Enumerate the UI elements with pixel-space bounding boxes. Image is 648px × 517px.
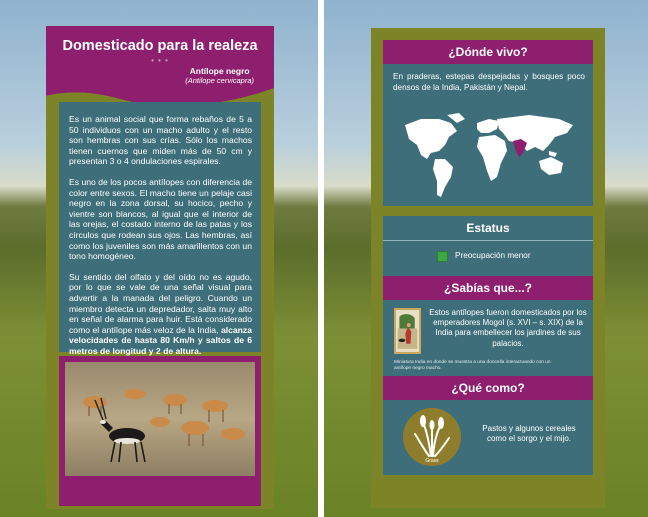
paragraph-social: Es un animal social que forma rebaños de 5 a 50 individuos con un macho adulto y el resto son hembras con sus crías. Sólo los machos tienen cuernos que miden más de 50 cm y presentan 3 o 4 ondulaciones espirales.	[69, 114, 252, 167]
world-map	[399, 111, 577, 201]
grass-icon	[403, 408, 461, 466]
range-highlight	[513, 139, 527, 157]
image-caption: Miniatura India en donde se muestra a una doncella interactuando con un antílope negro macho.	[394, 360, 551, 371]
did-you-know-card	[383, 300, 593, 376]
mughal-miniature-image	[394, 308, 421, 354]
page-gutter	[318, 0, 324, 517]
europe-shape	[477, 119, 499, 133]
paragraph-color: Es uno de los pocos antílopes con diferencia de color entre sexos. El macho tiene un pelaje casi negro en la zona dorsal, su hocico, pecho y vientre son blancos, al igual que el interior de las orejas, el costado interno de las patas y los círculos que rodean sus ojos. Las hembras, así como los juveniles son más amarillentos con un tono homogéneo.	[69, 176, 252, 262]
status-card	[383, 241, 593, 277]
grass-icon-label: Grass	[425, 458, 439, 464]
indonesia-shape	[549, 151, 557, 157]
africa-shape	[477, 135, 507, 181]
north-america-shape	[405, 119, 457, 159]
species-latin: (Antilope cervicapra)	[185, 76, 254, 85]
blackbuck-herd-photo	[65, 362, 255, 476]
paragraph-senses	[69, 272, 252, 357]
right-panel	[371, 28, 605, 508]
status-swatch	[437, 251, 448, 262]
miniature-illustration	[396, 310, 419, 352]
asia-shape	[497, 115, 573, 151]
species-name: Antílope negro	[189, 66, 250, 76]
diet-text: Pastos y algunos cereales como el sorgo y el mijo.	[482, 424, 576, 444]
description-card	[59, 102, 261, 356]
where-text: En praderas, estepas despejadas y bosques poco densos de la India, Pakistán y Nepal.	[393, 72, 585, 92]
paragraph-senses-bold: alcanza velocidades de hasta 80 Km/h y saltos de 6 metros de longitud y 2 de altura.	[69, 324, 252, 356]
grass-illustration	[403, 408, 461, 466]
left-panel	[46, 26, 274, 509]
did-you-know-heading: ¿Sabías que...?	[383, 276, 593, 300]
status-text: Preocupación menor	[455, 251, 531, 260]
greenland-shape	[447, 113, 465, 123]
page-title: Domesticado para la realeza	[62, 38, 258, 54]
where-heading: ¿Dónde vivo?	[383, 40, 593, 64]
south-america-shape	[433, 159, 453, 197]
where-card	[383, 64, 593, 206]
did-you-know-text: Estos antílopes fueron domesticados por los emperadores Mogol (s. XVI – s. XIX) de la India para embellecer los jardines de sus palacios.	[429, 308, 587, 348]
diet-card	[383, 400, 593, 475]
species-label	[185, 66, 254, 85]
photo-frame	[59, 356, 261, 506]
diet-heading: ¿Qué como?	[383, 376, 593, 400]
australia-shape	[539, 157, 563, 175]
status-heading: Estatus	[383, 216, 593, 240]
paragraph-senses-text: Su sentido del olfato y del oído no es agudo, por lo que se vale de una señal visual para advertir a la manada del peligro. Cuando un miembro detecta un depredador, salta muy alto en señal de alarma para huir. Está considerado como el antílope más veloz de la India,	[69, 271, 252, 335]
title-dots: • • •	[151, 56, 169, 65]
